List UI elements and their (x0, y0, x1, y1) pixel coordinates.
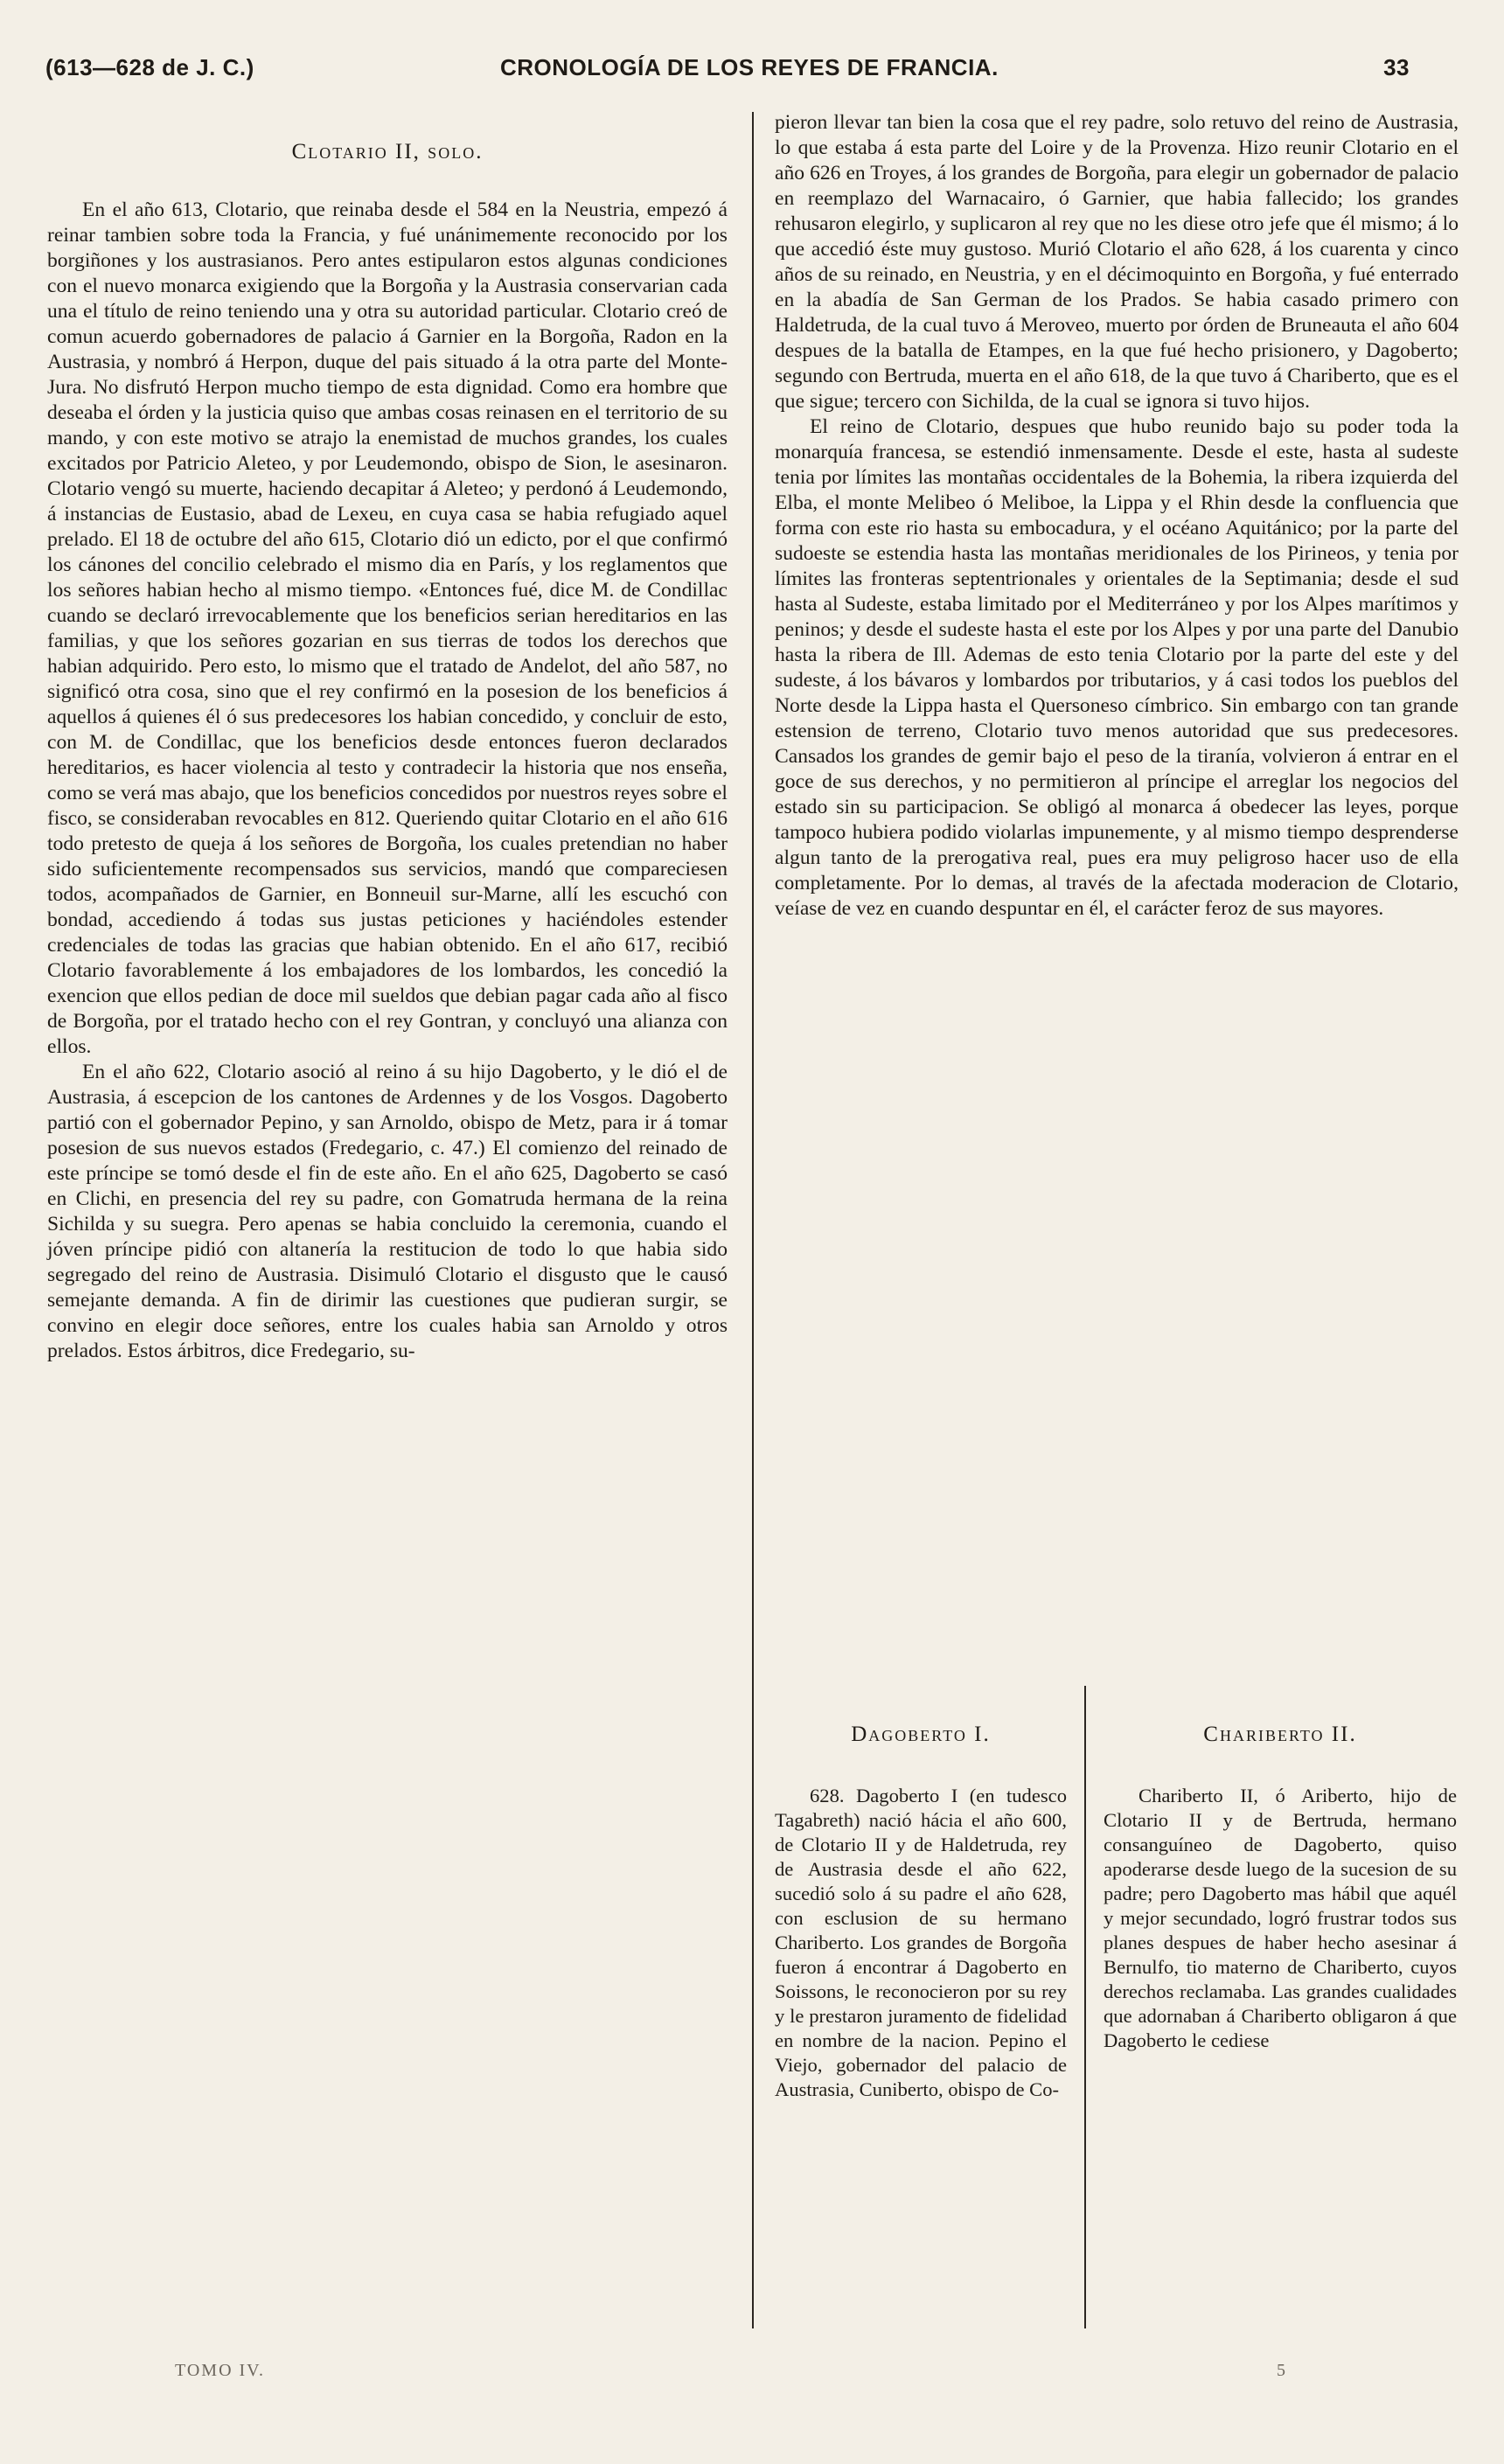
section-title-chariberto: Chariberto II. (1203, 1723, 1357, 1746)
chariberto-column (1104, 1784, 1457, 2053)
section-title-clotario: Clotario II, solo. (291, 140, 484, 164)
dagoberto-column (775, 1784, 1067, 2102)
paragraph: pieron llevar tan bien la cosa que el rey padre, solo retuvo del reino de Austrasia, lo que estaba á esta parte del Loire y de la Provenza. Hizo reunir Clotario en el año 626 en Troyes, á los grandes de Borgoña, para elegir un gobernador de palacio en reemplazo del Warnacairo, ó Garnier, que habia fallecido; los grandes rehusaron elegirlo, y suplicaron al rey que no les diese otro jefe que él mismo; á lo que accedió éste muy gustoso. Murió Clotario el año 628, á los cuarenta y cinco años de su reinado, en Neustria, y en el décimoquinto en Borgoña, y fué enterrado en la abadía de San German de los Prados. Se habia casado primero con Haldetruda, de la cual tuvo á Meroveo, muerto por órden de Bruneauta el año 604 despues de la batalla de Etampes, en la que fué hecho prisionero, y Dagoberto; segundo con Bertruda, muerta en el año 618, de la que tuvo á Chariberto, que es el que sigue; tercero con Sichilda, de la cual se ignora si tuvo hijos. (775, 111, 1459, 413)
header-title: CRONOLOGÍA DE LOS REYES DE FRANCIA. (500, 54, 999, 80)
section-title-dagoberto: Dagoberto I. (851, 1723, 991, 1746)
volume-signature: TOMO IV. (175, 2361, 266, 2380)
column-divider (752, 112, 754, 2328)
page-footer (52, 2361, 1452, 2396)
paragraph: En el año 622, Clotario asoció al reino á su hijo Dagoberto, y le dió el de Austrasia, á escepcion de los cantones de Ardennes y de los Vosgos. Dagoberto partió con el gobernador Pepino, y san Arnoldo, obispo de Metz, para ir á tomar posesion de sus nuevos estados (Fredegario, c. 47.) El comienzo del reinado de este príncipe se tomó desde el fin de este año. En el año 625, Dagoberto se casó en Clichi, en presencia del rey su padre, con Gomatruda hermana de la reina Sichilda y su suegra. Pero apenas se habia concluido la ceremonia, cuando el jóven príncipe pidió con altanería la restitucion de todo lo que habia sido segregado del reino de Austrasia. Disimuló Clotario el disgusto que le causó semejante demanda. A fin de dirimir las cuestiones que pudieran surgir, se convino en elegir doce señores, entre los cuales habia san Arnoldo y otros prelados. Estos árbitros, dice Fredegario, su- (47, 1061, 728, 1362)
paragraph: El reino de Clotario, despues que hubo reunido bajo su poder toda la monarquía francesa, se estendió inmensamente. Desde el este, hasta al sudeste tenia por límites las montañas occidentales de la Bohemia, la ribera izquierda del Elba, el monte Melibeo ó Meliboe, la Lippa y el Rhin desde la confluencia que forma con este rio hasta su embocadura, y el océano Aquitánico; por la parte del sudoeste se estendia hasta las montañas meridionales de los Pirineos, y tenia por límites las fronteras septentrionales y orientales de la Septimania; desde el sud hasta al Sudeste, estaba limitado por el Mediterráneo y por los Alpes marítimos y peninos; y desde el sudeste hasta el este por los Alpes y por una parte del Danubio hasta la ribera de Ill. Ademas de esto tenia Clotario por la parte del este y del sudeste, á los bávaros y lombardos por tributarios, y á casi todos los pueblos del Norte desde la Lippa hasta el Quersoneso címbrico. Sin embargo con tan grande estension de terreno, Clotario tuvo menos autoridad que sus predecesores. Cansados los grandes de gemir bajo el peso de la tiranía, volvieron á entrar en el goce de sus derechos, y no permitieron al príncipe el arreglar los negocios del estado sin su participacion. Se obligó al monarca á obedecer las leyes, porque tampoco hubiera podido violarlas impunemente, y al mismo tiempo desprenderse algun tanto de la prerogativa real, pues era muy peligroso hacer uso de ella completamente. Por lo demas, al través de la afectada moderacion de Clotario, veíase de vez en cuando despuntar en él, el carácter feroz de sus mayores. (775, 415, 1459, 920)
paragraph: 628. Dagoberto I (en tudesco Tagabreth) nació hácia el año 600, de Clotario II y de Haldetruda, rey de Austrasia desde el año 622, sucedió solo á su padre el año 628, con esclusion de su hermano Chariberto. Los grandes de Borgoña fueron á encontrar á Dagoberto en Soissons, le reconocieron por su rey y le prestaron juramento de fidelidad en nombre de la nacion. Pepino el Viejo, gobernador del palacio de Austrasia, Cuniberto, obispo de Co- (775, 1785, 1067, 2100)
header-date-range: (613—628 de J. C.) (45, 54, 254, 80)
right-column (775, 110, 1459, 922)
signature-mark: 5 (1277, 2361, 1285, 2380)
page-number: 33 (1383, 54, 1410, 80)
left-column (47, 198, 728, 1364)
subcolumn-divider (1084, 1686, 1086, 2328)
paragraph: Chariberto II, ó Ariberto, hijo de Clotario II y de Bertruda, hermano consanguíneo de Dagoberto, quiso apoderarse desde luego de la sucesion de su padre; pero Dagoberto mas hábil que aquél y mejor secundado, logró frustrar todos sus planes despues de haber hecho asesinar á Bernulfo, tio materno de Chariberto, cuyos derechos reclamaba. Las grandes cualidades que adornaban á Chariberto obligaron á que Dagoberto le cediese (1104, 1785, 1457, 2051)
paragraph: En el año 613, Clotario, que reinaba desde el 584 en la Neustria, empezó á reinar tambien sobre toda la Francia, y fué unánimemente reconocido por los borgiñones y los austrasianos. Pero antes estipularon estos algunas condiciones con el nuevo monarca exigiendo que la Borgoña y la Austrasia conservarian cada una el título de reino teniendo una y otra su autoridad particular. Clotario creó de comun acuerdo gobernadores de palacio á Garnier en la Borgoña, Radon en la Austrasia, y nombró á Herpon, duque del pais situado á la otra parte del Monte-Jura. No disfrutó Herpon mucho tiempo de esta dignidad. Como era hombre que deseaba el órden y la justicia quiso que ambas cosas reinasen en el territorio de su mando, y con este motivo se atrajo la enemistad de muchos grandes, los cuales excitados por Patricio Aleteo, y por Leudemondo, obispo de Sion, le asesinaron. Clotario vengó su muerte, haciendo decapitar á Aleteo; y perdonó á Leudemondo, á instancias de Eustasio, abad de Lexeu, en cuya casa se habia refugiado aquel prelado. El 18 de octubre del año 615, Clotario dió un edicto, por el que confirmó los cánones del concilio celebrado el mismo dia en París, y los reglamentos que los señores habian hecho al mismo tiempo. «Entonces fué, dice M. de Condillac cuando se declaró irrevocablemente que los beneficios serian hereditarios en las familias, y que los señores gozarian en sus tierras de todos los derechos que habian adquirido. Pero esto, lo mismo que el tratado de Andelot, del año 587, no significó otra cosa, sino que el rey confirmó en la posesion de los beneficios á aquellos á quienes él ó sus predecesores los habian concedido, y concluir de esto, con M. de Condillac, que los beneficios desde entonces fueron declarados hereditarios, es hacer violencia al testo y contradecir la historia que nos enseña, como se verá mas abajo, que los beneficios concedidos por nuestros reyes sobre el fisco, se consideraban revocables en 812. Queriendo quitar Clotario en el año 616 todo pretesto de queja á los señores de Borgoña, los cuales pretendian no haber sido suficientemente recompensados sus servicios, mandó que compareciesen todos, acompañados de Garnier, en Bonneuil sur-Marne, allí les escuchó con bondad, accediendo á todas sus justas peticiones y haciéndoles estender credenciales de todas las gracias que habian obtenido. En el año 617, recibió Clotario favorablemente á los embajadores de los lombardos, les concedió la exencion que ellos pedian de doce mil sueldos que debian pagar cada año al fisco de Borgoña, por el tratado hecho con el rey Gontran, y concluyó una alianza con ellos. (47, 198, 728, 1058)
running-header (45, 54, 1410, 89)
